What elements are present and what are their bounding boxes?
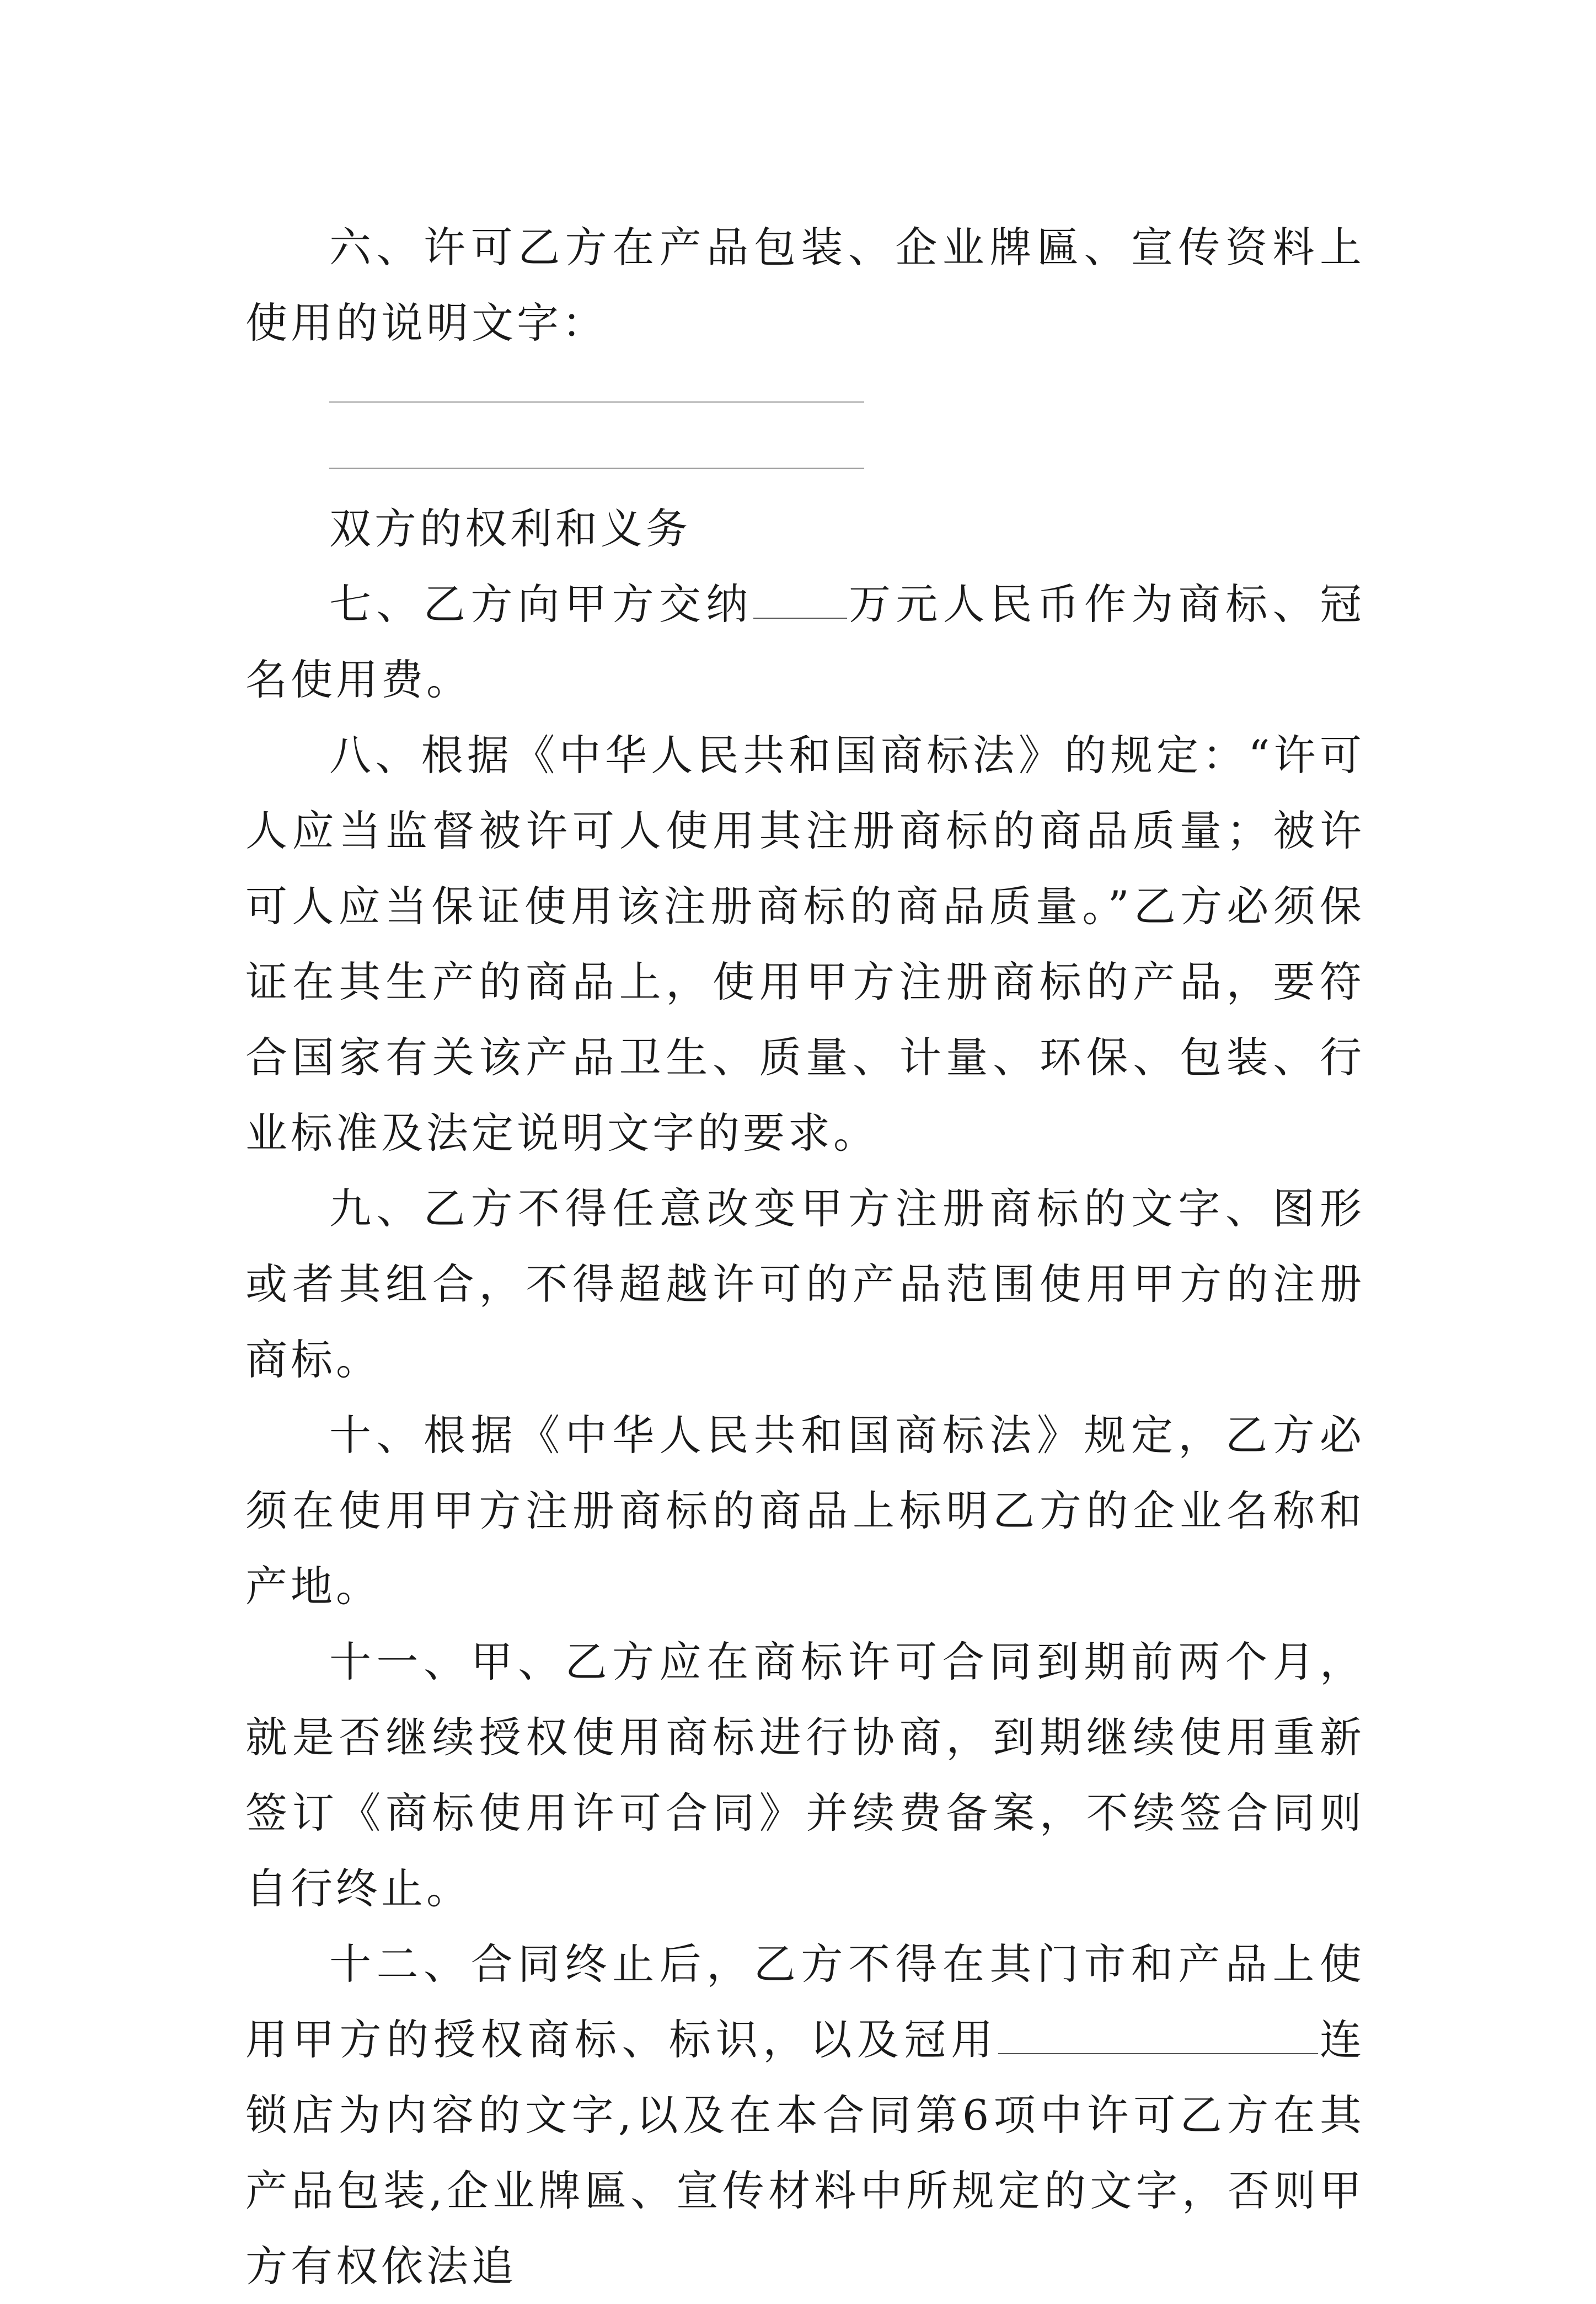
clause-10: 十、根据《中华人民共和国商标法》规定，乙方必须在使用甲方注册商标的商品上标明乙方的企业名称和产地。 — [245, 1411, 1365, 1611]
document-body — [245, 210, 1365, 2304]
clause-12-text-after: 连锁店为内容的文字,以及在本合同第6项中许可乙方在其产品包装,企业牌匾、宣传材料中所规定的文字，否则甲方有权依法追 — [245, 2015, 1365, 2291]
fee-amount-blank — [753, 585, 847, 619]
fill-in-line-2 — [329, 403, 864, 469]
clause-7-text-before: 七、乙方向甲方交纳 — [329, 580, 753, 629]
clause-7 — [245, 566, 1365, 717]
clause-7-text-after: 万元人民币作为商标、冠名使用费。 — [245, 580, 1365, 704]
section-heading: 双方的权利和义务 — [329, 504, 691, 553]
clause-9: 九、乙方不得任意改变甲方注册商标的文字、图形或者其组合，不得超越许可的产品范围使用甲方的注册商标。 — [245, 1184, 1365, 1384]
store-name-blank — [998, 2020, 1318, 2054]
clause-11: 十一、甲、乙方应在商标许可合同到期前两个月，就是否继续授权使用商标进行协商，到期继续使用重新签订《商标使用许可合同》并续费备案，不续签合同则自行终止。 — [245, 1637, 1365, 1913]
clause-6: 六、许可乙方在产品包装、企业牌匾、宣传资料上使用的说明文字： — [245, 223, 1365, 347]
clause-12 — [245, 1926, 1365, 2304]
clause-12-text-before: 十二、合同终止后，乙方不得在其门市和产品上使用甲方的授权商标、标识，以及冠用 — [245, 1939, 1365, 2064]
clause-8: 八、根据《中华人民共和国商标法》的规定：“许可人应当监督被许可人使用其注册商标的商品质量；被许可人应当保证使用该注册商标的商品质量。”乙方必须保证在其生产的商品上，使用甲方注册商标的产品，要符合国家有关该产品卫生、质量、计量、环保、包装、行业标准及法定说明文字的要求。 — [245, 731, 1365, 1158]
fill-in-line-1 — [329, 361, 864, 403]
